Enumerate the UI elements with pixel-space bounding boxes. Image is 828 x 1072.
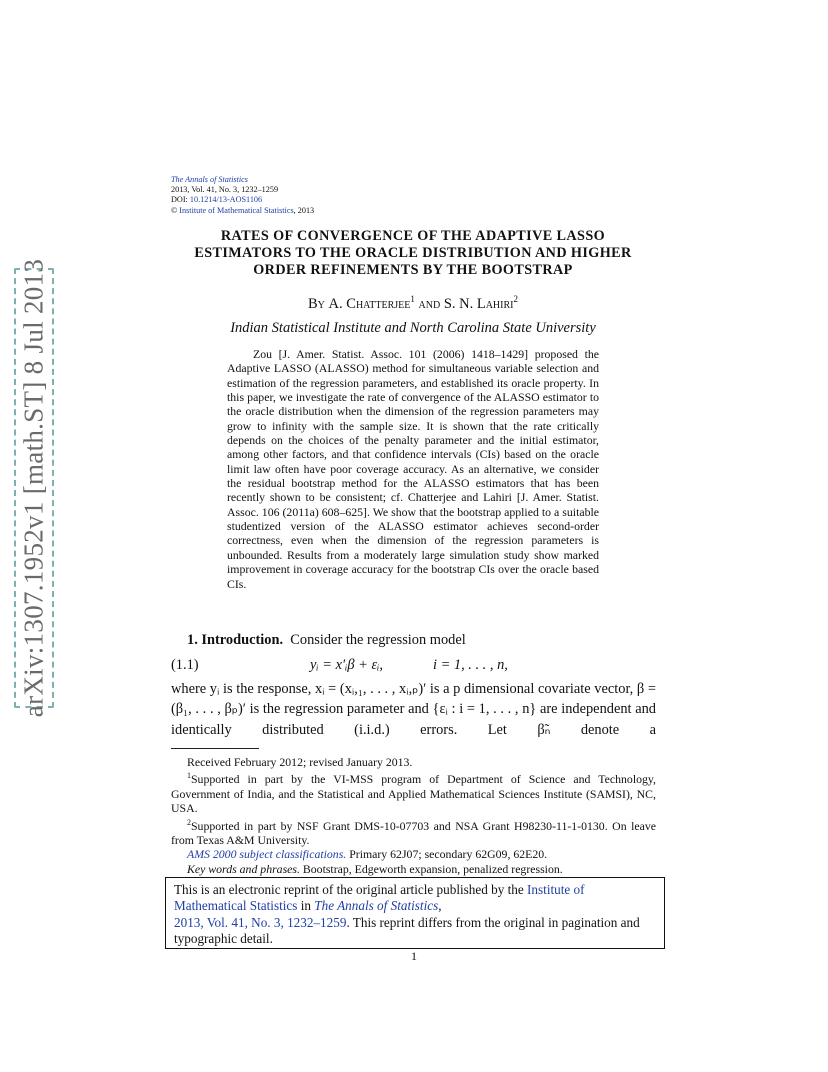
journal-name-link[interactable]: The Annals of Statistics (171, 175, 248, 184)
volume-link[interactable]: 2013, Vol. 41, No. 3, 1232–1259 (174, 914, 347, 930)
ims-reprint-link[interactable]: Institute of Mathematical Statistics (174, 882, 585, 914)
footnotes (171, 755, 656, 876)
title-line-3: ORDER REFINEMENTS BY THE BOOTSTRAP (253, 262, 573, 278)
section-heading: 1. Introduction. (187, 632, 284, 648)
intro-lead: Consider the regression model (290, 632, 466, 648)
author-2: S. N. Lahiri (443, 295, 514, 312)
reprint-notice (165, 877, 665, 949)
doi-label: DOI: (171, 195, 190, 205)
reprint-text-2: in (297, 898, 315, 914)
ims-link[interactable]: Institute of Mathematical Statistics (179, 205, 294, 215)
reprint-text-4: . This reprint differs from the original in pagination and typographic detail. (174, 914, 640, 946)
journal-volume: 2013, Vol. 41, No. 3, 1232–1259 (171, 185, 279, 195)
arxiv-stamp (14, 258, 54, 718)
reprint-text-3: , (438, 898, 442, 914)
journal-header (171, 175, 314, 216)
keywords (171, 862, 656, 876)
and-label: and (418, 295, 441, 312)
author-2-footnote-mark: 2 (513, 294, 518, 304)
ams-text: Primary 62J07; secondary 62G09, 62E20. (346, 847, 548, 862)
author-1: A. Chatterjee (328, 295, 411, 312)
equation-index: i = 1, . . . , n, (433, 656, 508, 673)
copyright-year: , 2013 (293, 205, 315, 215)
keywords-text: Bootstrap, Edgeworth expansion, penalized regression. (299, 861, 563, 876)
equation-row (171, 653, 656, 679)
footnote-2 (171, 816, 656, 848)
intro-body: where yᵢ is the response, xᵢ = (xᵢ,₁, . . . , xᵢ,ₚ)′ is a p dimensional covariate vector, β = (β₁, . . . , βₚ)′ is the regression parameter and {εᵢ : i = 1, . . . , n} are independent and identically distributed (i.i.d.) errors. Let β̃ₙ denote a (171, 680, 656, 738)
footnote-rule (171, 748, 259, 749)
footnote-1-mark: 1 (187, 771, 191, 781)
affiliation: Indian Statistical Institute and North Carolina State University (230, 320, 596, 336)
abstract: Zou [J. Amer. Statist. Assoc. 101 (2006) 1418–1429] proposed the Adaptive LASSO (ALASSO) method for simultaneous variable selection and estimation of the regression parameters, and established its oracle property. In this paper, we investigate the rate of convergence of the ALASSO estimator to the oracle distribution when the dimension of the regression parameters may grow to infinity with the sample size. It is shown that the rate critically depends on the choices of the penalty parameter and the initial estimator, among other factors, and that confidence intervals (CIs) based on the oracle limit law often have poor coverage accuracy. As an alternative, we consider the residual bootstrap method for the ALASSO estimators that has been recently shown to be consistent; cf. Chatterjee and Lahiri [J. Amer. Statist. Assoc. 106 (2011a) 608–625]. We show that the bootstrap applied to a suitable studentized version of the ALASSO estimator achieves second-order correctness, even when the dimension of the regression parameters is unbounded. Results from a moderately large simulation study show marked improvement in coverage accuracy for the bootstrap CIs over the oracle based CIs. (227, 347, 599, 591)
equation: yᵢ = x′ᵢβ + εᵢ, (310, 656, 384, 673)
annals-link[interactable]: The Annals of Statistics (314, 898, 439, 914)
keywords-label: Key words and phrases. (187, 861, 300, 876)
footnote-1-text: Supported in part by the VI-MSS program of Department of Science and Technology, Government of India, and the Statistical and Applied Mathematical Sciences Institute (SAMSI), NC, USA. (171, 772, 656, 816)
authors (160, 294, 666, 313)
doi-link[interactable]: 10.1214/13-AOS1106 (189, 195, 263, 205)
reprint-text-1: This is an electronic reprint of the original article published by the (174, 882, 528, 897)
footnote-2-text: Supported in part by NSF Grant DMS-10-07703 and NSA Grant H98230-11-1-0130. On leave from Texas A&M University. (171, 818, 656, 847)
footnote-2-mark: 2 (187, 817, 191, 827)
received-date: Received February 2012; revised January 2013. (187, 755, 413, 769)
page-number: 1 (411, 949, 417, 963)
equation-number: (1.1) (171, 656, 199, 673)
footnote-1 (171, 769, 656, 815)
introduction-section (171, 630, 656, 740)
ams-classification (171, 847, 656, 861)
title-line-1: RATES OF CONVERGENCE OF THE ADAPTIVE LASSO (220, 228, 606, 244)
arxiv-identifier: arXiv:1307.1952v1 [math.ST] 8 Jul 2013 (18, 258, 49, 718)
title-line-2: ESTIMATORS TO THE ORACLE DISTRIBUTION AND HIGHER (194, 245, 632, 261)
copyright-symbol: © (171, 205, 178, 215)
by-label: By (308, 295, 325, 312)
paper-title (160, 228, 666, 279)
author-1-footnote-mark: 1 (410, 294, 415, 304)
ams-link[interactable]: AMS 2000 subject classifications. (187, 847, 347, 862)
